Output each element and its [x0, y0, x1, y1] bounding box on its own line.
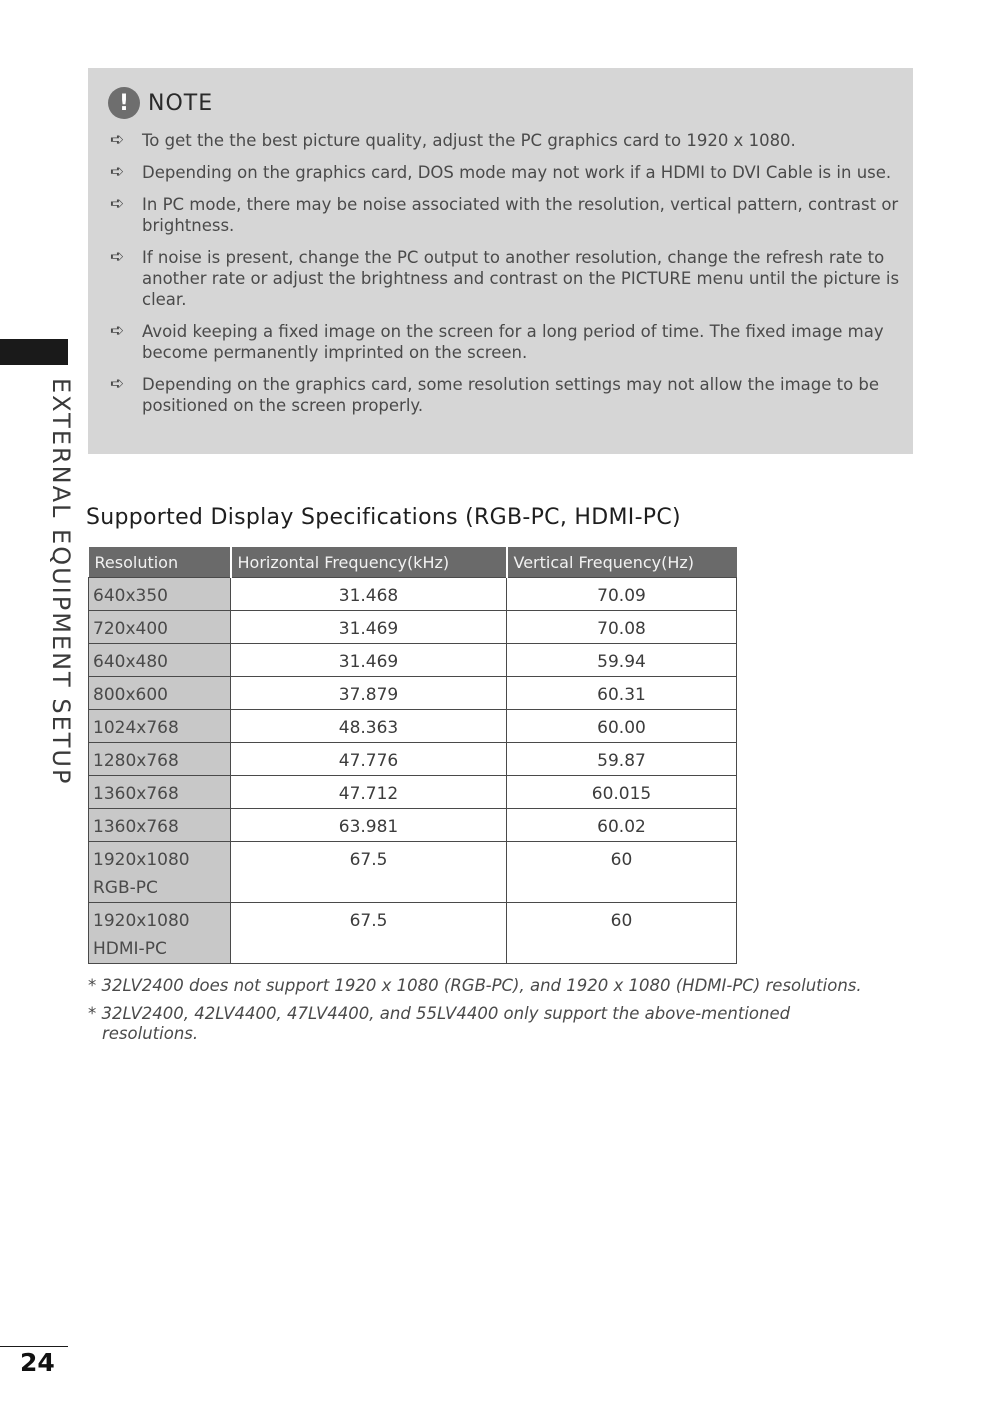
vertical-frequency-cell: 60.31	[507, 677, 737, 710]
note-item-text: To get the the best picture quality, adjust the PC graphics card to 1920 x 1080.	[142, 131, 796, 150]
note-item	[110, 162, 900, 183]
note-list	[110, 130, 900, 427]
page-number: 24	[20, 1348, 55, 1377]
resolution-mode: HDMI-PC	[93, 939, 167, 959]
vertical-frequency-cell: 70.09	[507, 578, 737, 611]
arrow-icon: ➪	[110, 247, 125, 267]
note-item-text: Avoid keeping a fixed image on the screen for a long period of time. The fixed image may become permanently imprinted on the screen.	[142, 322, 884, 362]
horizontal-frequency-cell: 31.469	[231, 644, 507, 677]
note-item-text: If noise is present, change the PC output to another resolution, change the refresh rate to another rate or adjust the brightness and contrast on the PICTURE menu until the picture is clear.	[142, 248, 900, 309]
exclamation-icon: !	[108, 87, 140, 119]
resolution-cell: 800x600	[89, 677, 231, 710]
vertical-frequency-cell: 60.02	[507, 809, 737, 842]
footnote: * 32LV2400 does not support 1920 x 1080 (RGB-PC), and 1920 x 1080 (HDMI-PC) resolutions.	[88, 976, 862, 995]
vertical-frequency-cell: 60	[507, 903, 737, 964]
table-row	[89, 903, 737, 964]
note-item	[110, 321, 900, 363]
resolution-cell	[89, 842, 231, 903]
note-item	[110, 130, 900, 151]
resolution-cell: 640x480	[89, 644, 231, 677]
note-item-text: Depending on the graphics card, some resolution settings may not allow the image to be positioned on the screen properly.	[142, 375, 880, 415]
vertical-frequency-cell: 60	[507, 842, 737, 903]
resolution-mode: RGB-PC	[93, 878, 158, 898]
note-title: NOTE	[148, 90, 214, 116]
table-header-row	[89, 547, 737, 578]
arrow-icon: ➪	[110, 374, 125, 394]
vertical-frequency-cell: 70.08	[507, 611, 737, 644]
resolution-cell: 1360x768	[89, 776, 231, 809]
note-header	[108, 86, 213, 120]
table-row	[89, 677, 737, 710]
resolution-value: 1920x1080	[93, 911, 190, 931]
resolution-cell: 1280x768	[89, 743, 231, 776]
note-item-text: Depending on the graphics card, DOS mode may not work if a HDMI to DVI Cable is in use.	[142, 163, 892, 182]
resolution-cell: 1360x768	[89, 809, 231, 842]
page-number-rule	[0, 1346, 68, 1347]
resolution-cell: 640x350	[89, 578, 231, 611]
resolution-value: 1920x1080	[93, 850, 190, 870]
table-row	[89, 776, 737, 809]
table-row	[89, 743, 737, 776]
note-item	[110, 194, 900, 236]
footnotes	[88, 976, 888, 1052]
table-row	[89, 644, 737, 677]
table-row	[89, 611, 737, 644]
chapter-tab-marker	[0, 339, 68, 365]
vertical-frequency-cell: 60.015	[507, 776, 737, 809]
arrow-icon: ➪	[110, 162, 125, 182]
arrow-icon: ➪	[110, 130, 125, 150]
column-header-horizontal-frequency: Horizontal Frequency(kHz)	[231, 547, 507, 578]
resolution-cell: 1024x768	[89, 710, 231, 743]
horizontal-frequency-cell: 63.981	[231, 809, 507, 842]
arrow-icon: ➪	[110, 194, 125, 214]
chapter-side-label: EXTERNAL EQUIPMENT SETUP	[47, 378, 75, 786]
horizontal-frequency-cell: 67.5	[231, 842, 507, 903]
note-item	[110, 247, 900, 310]
section-title: Supported Display Specifications (RGB-PC, HDMI-PC)	[86, 505, 681, 530]
vertical-frequency-cell: 60.00	[507, 710, 737, 743]
horizontal-frequency-cell: 67.5	[231, 903, 507, 964]
table-row	[89, 578, 737, 611]
horizontal-frequency-cell: 47.776	[231, 743, 507, 776]
arrow-icon: ➪	[110, 321, 125, 341]
table-row	[89, 809, 737, 842]
note-box	[88, 68, 913, 454]
vertical-frequency-cell: 59.94	[507, 644, 737, 677]
column-header-resolution: Resolution	[89, 547, 231, 578]
horizontal-frequency-cell: 48.363	[231, 710, 507, 743]
vertical-frequency-cell: 59.87	[507, 743, 737, 776]
table-row	[89, 710, 737, 743]
table-row	[89, 842, 737, 903]
horizontal-frequency-cell: 47.712	[231, 776, 507, 809]
spec-table	[88, 547, 737, 964]
horizontal-frequency-cell: 31.469	[231, 611, 507, 644]
resolution-cell: 720x400	[89, 611, 231, 644]
column-header-vertical-frequency: Vertical Frequency(Hz)	[507, 547, 737, 578]
note-item	[110, 374, 900, 416]
footnote: * 32LV2400, 42LV4400, 47LV4400, and 55LV4400 only support the above-mentioned resolutions.	[88, 1004, 791, 1043]
note-item-text: In PC mode, there may be noise associated with the resolution, vertical pattern, contrast or brightness.	[142, 195, 899, 235]
resolution-cell	[89, 903, 231, 964]
horizontal-frequency-cell: 31.468	[231, 578, 507, 611]
horizontal-frequency-cell: 37.879	[231, 677, 507, 710]
